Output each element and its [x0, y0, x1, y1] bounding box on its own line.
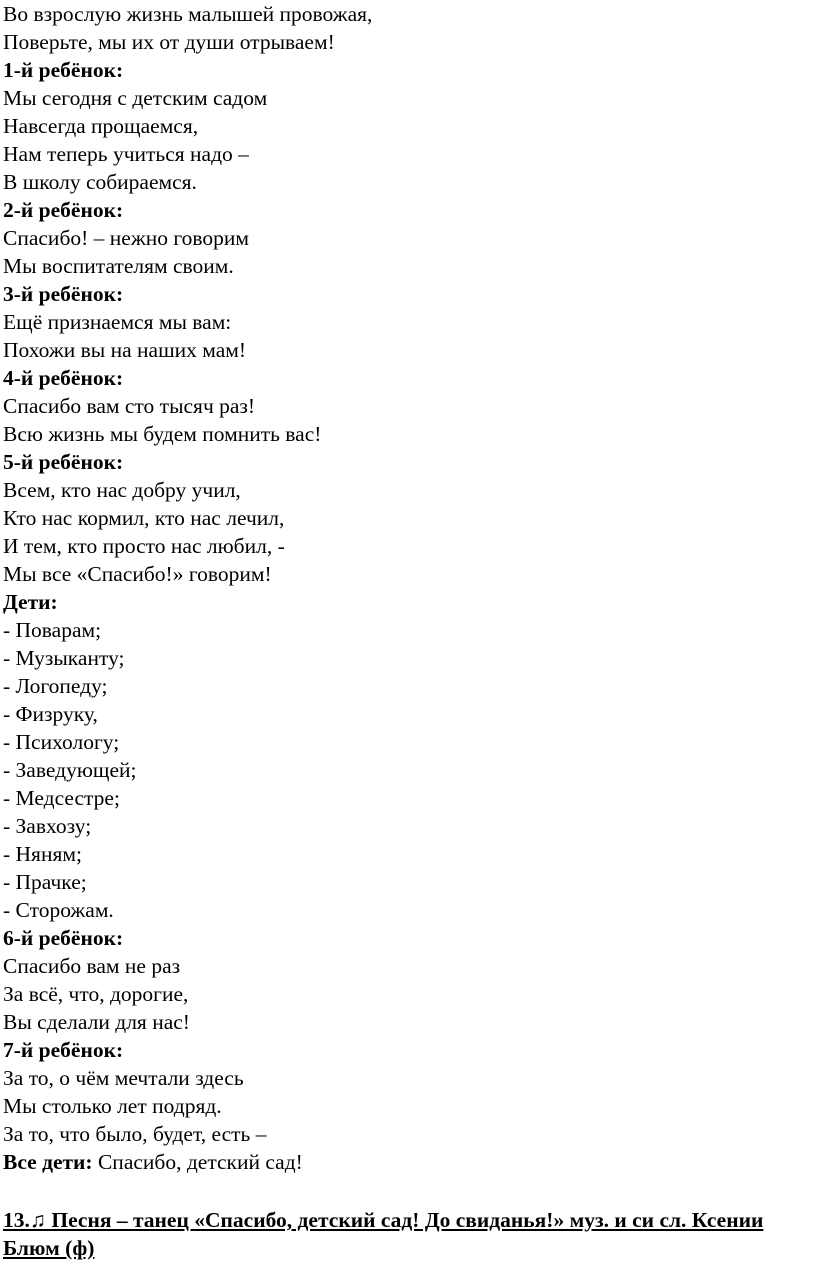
text-line: Навсегда прощаемся, — [3, 114, 199, 138]
dialogue-block — [3, 924, 809, 1036]
speaker-label: Все дети: — [3, 1150, 93, 1174]
final-line-text: Спасибо, детский сад! — [92, 1150, 303, 1174]
dialogue-block — [3, 280, 809, 364]
intro-stanza — [3, 0, 809, 56]
dialogue-blocks — [3, 56, 809, 1148]
text-line: И тем, кто просто нас любил, - — [3, 534, 285, 558]
text-line: - Поварам; — [3, 618, 102, 642]
speaker-label: 7-й ребёнок: — [3, 1038, 124, 1062]
text-line: Спасибо! – нежно говорим — [3, 226, 249, 250]
spacer — [3, 1176, 809, 1206]
text-line: За то, что было, будет, есть – — [3, 1122, 267, 1146]
speaker-label: 5-й ребёнок: — [3, 450, 124, 474]
text-line: Мы все «Спасибо!» говорим! — [3, 562, 272, 586]
text-line: - Заведующей; — [3, 758, 137, 782]
text-line: - Сторожам. — [3, 898, 114, 922]
speaker-label: 2-й ребёнок: — [3, 198, 124, 222]
text-line: - Медсестре; — [3, 786, 120, 810]
text-line: Нам теперь учиться надо – — [3, 142, 249, 166]
text-line: - Логопеду; — [3, 674, 108, 698]
text-line: - Музыканту; — [3, 646, 125, 670]
speaker-label: 1-й ребёнок: — [3, 58, 124, 82]
speaker-label: 6-й ребёнок: — [3, 926, 124, 950]
speaker-label: 4-й ребёнок: — [3, 366, 124, 390]
text-line: - Физруку, — [3, 702, 98, 726]
text-line: Всю жизнь мы будем помнить вас! — [3, 422, 322, 446]
text-line: Вы сделали для нас! — [3, 1010, 190, 1034]
text-line: Спасибо вам сто тысяч раз! — [3, 394, 256, 418]
text-line: В школу собираемся. — [3, 170, 197, 194]
text-line: Всем, кто нас добру учил, — [3, 478, 241, 502]
speaker-label: 3-й ребёнок: — [3, 282, 124, 306]
text-line: Мы сегодня с детским садом — [3, 86, 268, 110]
dialogue-block — [3, 56, 809, 196]
text-line: Похожи вы на наших мам! — [3, 338, 247, 362]
text-line: Мы столько лет подряд. — [3, 1094, 222, 1118]
dialogue-block — [3, 588, 809, 924]
text-line: Ещё признаемся мы вам: — [3, 310, 232, 334]
text-line: Мы воспитателям своим. — [3, 254, 234, 278]
text-line: Поверьте, мы их от души отрываем! — [3, 30, 335, 54]
text-line: - Психологу; — [3, 730, 120, 754]
text-line: Спасибо вам не раз — [3, 954, 181, 978]
text-line: Во взрослую жизнь малышей провожая, — [3, 2, 373, 26]
dialogue-block — [3, 196, 809, 280]
document-page — [3, 0, 809, 1262]
text-line: Кто нас кормил, кто нас лечил, — [3, 506, 285, 530]
text-line: - Прачке; — [3, 870, 87, 894]
speaker-label: Дети: — [3, 590, 58, 614]
text-line: За всё, что, дорогие, — [3, 982, 189, 1006]
text-line: За то, о чём мечтали здесь — [3, 1066, 244, 1090]
text-line: - Няням; — [3, 842, 82, 866]
dialogue-block — [3, 364, 809, 448]
dialogue-block — [3, 1036, 809, 1148]
dialogue-block — [3, 448, 809, 588]
section-heading: 13.♫ Песня – танец «Спасибо, детский сад! До свиданья!» муз. и си сл. Ксении Блюм (ф) — [3, 1208, 764, 1260]
text-line: - Завхозу; — [3, 814, 92, 838]
final-line — [3, 1148, 809, 1176]
